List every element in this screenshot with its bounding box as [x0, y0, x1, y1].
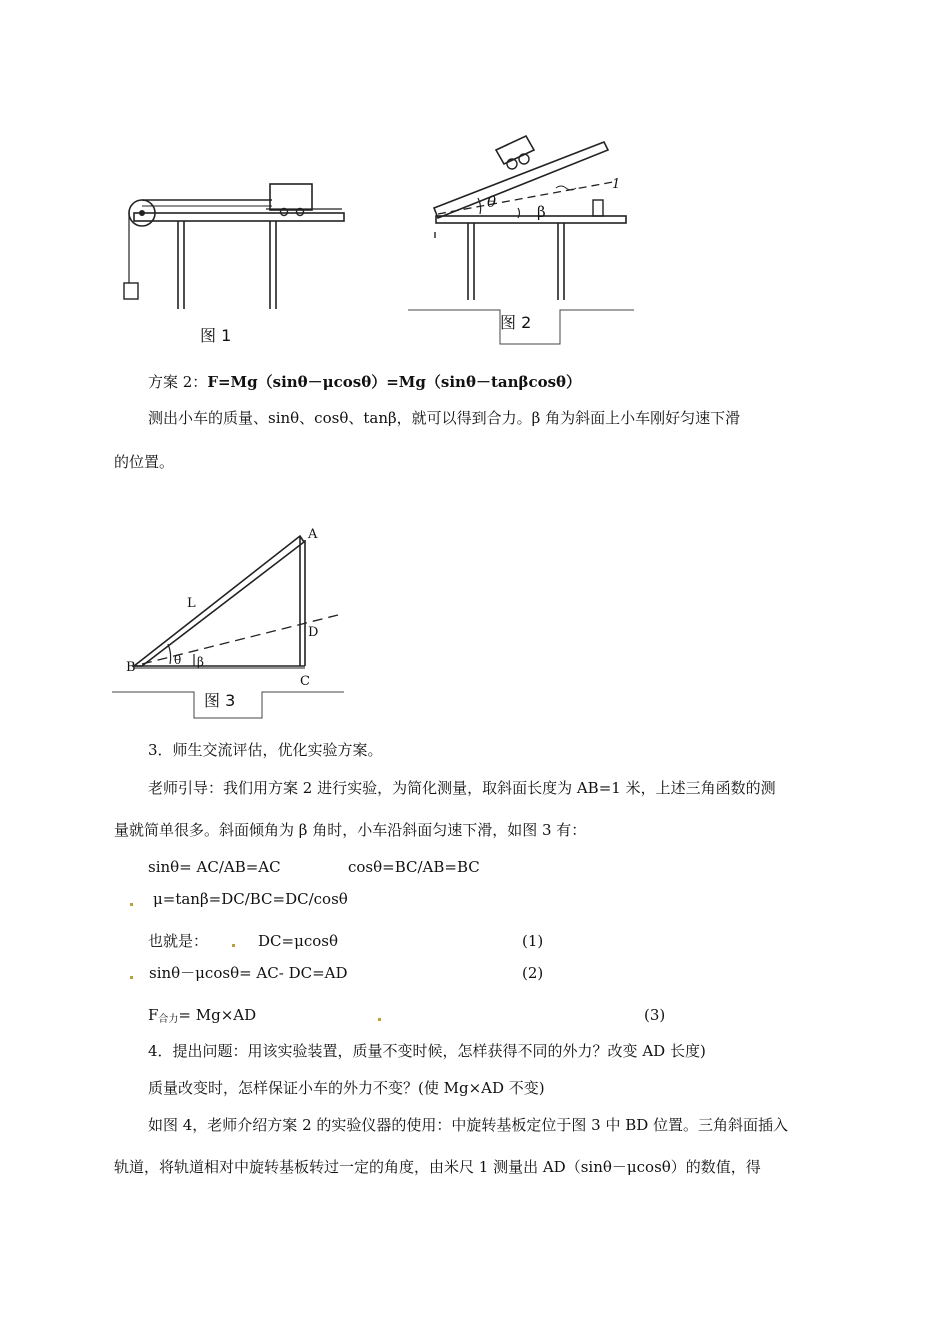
figure-3-length-l: L: [187, 596, 196, 611]
figure-3-point-c: C: [300, 674, 310, 689]
figure-2-theta: θ: [487, 193, 497, 211]
figure-3-beta: β: [197, 655, 204, 669]
equation-sin: sinθ= AC/AB=AC: [148, 858, 281, 876]
plan2-heading: [148, 372, 581, 392]
bullet-dot: [130, 976, 133, 979]
plan2-formula: F=Mg（sinθ－μcosθ）=Mg（sinθ－tanβcosθ）: [207, 373, 582, 391]
equation-cos: cosθ=BC/AB=BC: [348, 858, 480, 876]
section4-line1: 4．提出问题：用该实验装置，质量不变时候，怎样获得不同的外力？改变 AD 长度): [148, 1042, 706, 1060]
equation-mu: μ=tanβ=DC/BC=DC/cosθ: [153, 890, 348, 908]
equation-force-subscript: 合力: [158, 1014, 179, 1025]
bullet-dot: [130, 903, 133, 906]
plan2-prefix: 方案 2：: [148, 373, 208, 391]
figure-2-label: 图 2: [500, 313, 532, 332]
section4-line3: 如图 4，老师介绍方案 2 的实验仪器的使用：中旋转基板定位于图 3 中 BD 位置。三角斜面插入: [148, 1116, 789, 1134]
figure-2-line-mark: 1: [612, 177, 621, 192]
figure-3-point-d: D: [308, 625, 319, 640]
figure-3-label: 图 3: [204, 691, 236, 710]
section3-guide-line1: 老师引导：我们用方案 2 进行实验，为简化测量，取斜面长度为 AB=1 米，上述三角函数的测: [148, 779, 776, 797]
section4-line2: 质量改变时，怎样保证小车的外力不变？(使 Mg×AD 不变): [148, 1079, 545, 1097]
equation-force-number: (3): [644, 1006, 666, 1024]
plan2-line1: 测出小车的质量、sinθ、cosθ、tanβ，就可以得到合力。β 角为斜面上小车刚好匀速下滑: [148, 409, 741, 427]
figure-3-point-a: A: [308, 527, 318, 542]
equation-dc-prefix: 也就是：: [148, 932, 209, 950]
equation-force: [148, 1005, 256, 1030]
equation-ad-number: (2): [522, 964, 544, 982]
equation-dc: DC=μcosθ: [258, 932, 338, 950]
figure-2-beta: β: [537, 203, 546, 221]
plan2-line2: 的位置。: [114, 453, 175, 471]
equation-force-rest: = Mg×AD: [178, 1006, 257, 1024]
equation-dc-number: (1): [522, 932, 544, 950]
figure-3-theta: θ: [174, 653, 182, 667]
equation-force-f: F: [148, 1006, 159, 1024]
equation-ad: sinθ－μcosθ= AC- DC=AD: [149, 964, 348, 982]
section4-line4: 轨道，将轨道相对中旋转基板转过一定的角度，由米尺 1 测量出 AD（sinθ－μcosθ）的数值，得: [114, 1158, 761, 1176]
section3-guide-line2: 量就简单很多。斜面倾角为 β 角时，小车沿斜面匀速下滑，如图 3 有：: [114, 821, 587, 839]
figure-3-point-b: B: [126, 660, 136, 675]
bullet-dot: [378, 1018, 381, 1021]
section3-heading: 3．师生交流评估，优化实验方案。: [148, 741, 383, 759]
figure-1-label: 图 1: [200, 326, 232, 345]
bullet-dot: [232, 944, 235, 947]
figure-1-diagram: [112, 175, 352, 325]
